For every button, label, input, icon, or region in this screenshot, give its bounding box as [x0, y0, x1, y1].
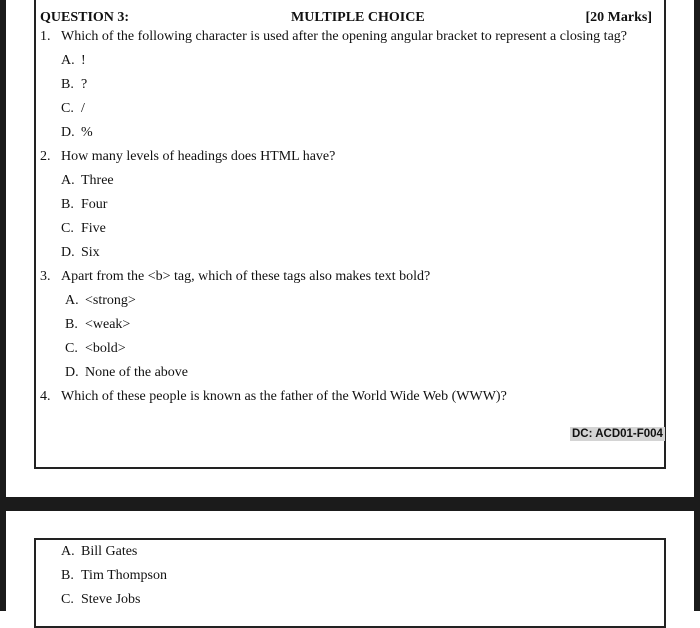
option-text: Tim Thompson: [81, 568, 167, 583]
option-letter: D.: [65, 365, 79, 380]
option-text: Five: [81, 221, 106, 236]
option-letter: C.: [65, 341, 78, 356]
option-text: None of the above: [85, 365, 189, 380]
option-letter: C.: [61, 592, 74, 607]
option-1d: [61, 125, 93, 141]
question-number: 3.: [40, 269, 51, 284]
option-4a: [61, 544, 137, 560]
option-letter: B.: [61, 568, 74, 583]
question-header: [40, 10, 652, 28]
question-4: [40, 389, 507, 405]
option-text: <strong>: [85, 293, 136, 308]
option-2c: [61, 221, 106, 237]
document-page-1: [6, 0, 694, 497]
question-1: [40, 29, 627, 45]
option-letter: D.: [61, 125, 75, 140]
option-letter: C.: [61, 221, 74, 236]
option-letter: A.: [65, 293, 79, 308]
option-text: !: [81, 53, 86, 68]
option-letter: B.: [61, 77, 74, 92]
question-text: Which of these people is known as the father of the World Wide Web (WWW)?: [61, 389, 507, 404]
option-2d: [61, 245, 100, 261]
option-3b: [65, 317, 130, 333]
option-letter: C.: [61, 101, 74, 116]
question-number: 4.: [40, 389, 51, 404]
option-text: Bill Gates: [81, 544, 138, 559]
option-text: Three: [81, 173, 114, 188]
page-break: [0, 497, 700, 511]
option-text: <weak>: [85, 317, 131, 332]
question-number: 1.: [40, 29, 51, 44]
option-4c: [61, 592, 141, 608]
option-text: Six: [81, 245, 100, 260]
option-letter: D.: [61, 245, 75, 260]
option-1c: [61, 101, 85, 117]
document-code: DC: ACD01-F004: [572, 428, 663, 440]
option-letter: A.: [61, 53, 75, 68]
question-2: [40, 149, 335, 165]
section-title: MULTIPLE CHOICE: [291, 10, 425, 25]
marks-label: [20 Marks]: [585, 10, 652, 25]
option-text: Steve Jobs: [81, 592, 141, 607]
option-4b: [61, 568, 167, 584]
option-1b: [61, 77, 87, 93]
option-letter: B.: [61, 197, 74, 212]
option-text: /: [81, 101, 85, 116]
question-text: Apart from the <b> tag, which of these tags also makes text bold?: [61, 269, 431, 284]
question-label: QUESTION 3:: [40, 10, 130, 25]
option-text: <bold>: [85, 341, 126, 356]
option-text: Four: [81, 197, 108, 212]
option-letter: B.: [65, 317, 78, 332]
option-3d: [65, 365, 188, 381]
question-text: How many levels of headings does HTML have?: [61, 149, 336, 164]
option-3a: [65, 293, 136, 309]
right-dark-edge: [694, 0, 700, 611]
question-number: 2.: [40, 149, 51, 164]
question-3: [40, 269, 430, 285]
option-2b: [61, 197, 107, 213]
question-text: Which of the following character is used after the opening angular bracket to represent a closing tag?: [61, 29, 627, 44]
option-3c: [65, 341, 126, 357]
option-1a: [61, 53, 86, 69]
option-text: ?: [81, 77, 88, 92]
option-text: %: [81, 125, 93, 140]
option-letter: A.: [61, 544, 75, 559]
option-2a: [61, 173, 114, 189]
option-letter: A.: [61, 173, 75, 188]
